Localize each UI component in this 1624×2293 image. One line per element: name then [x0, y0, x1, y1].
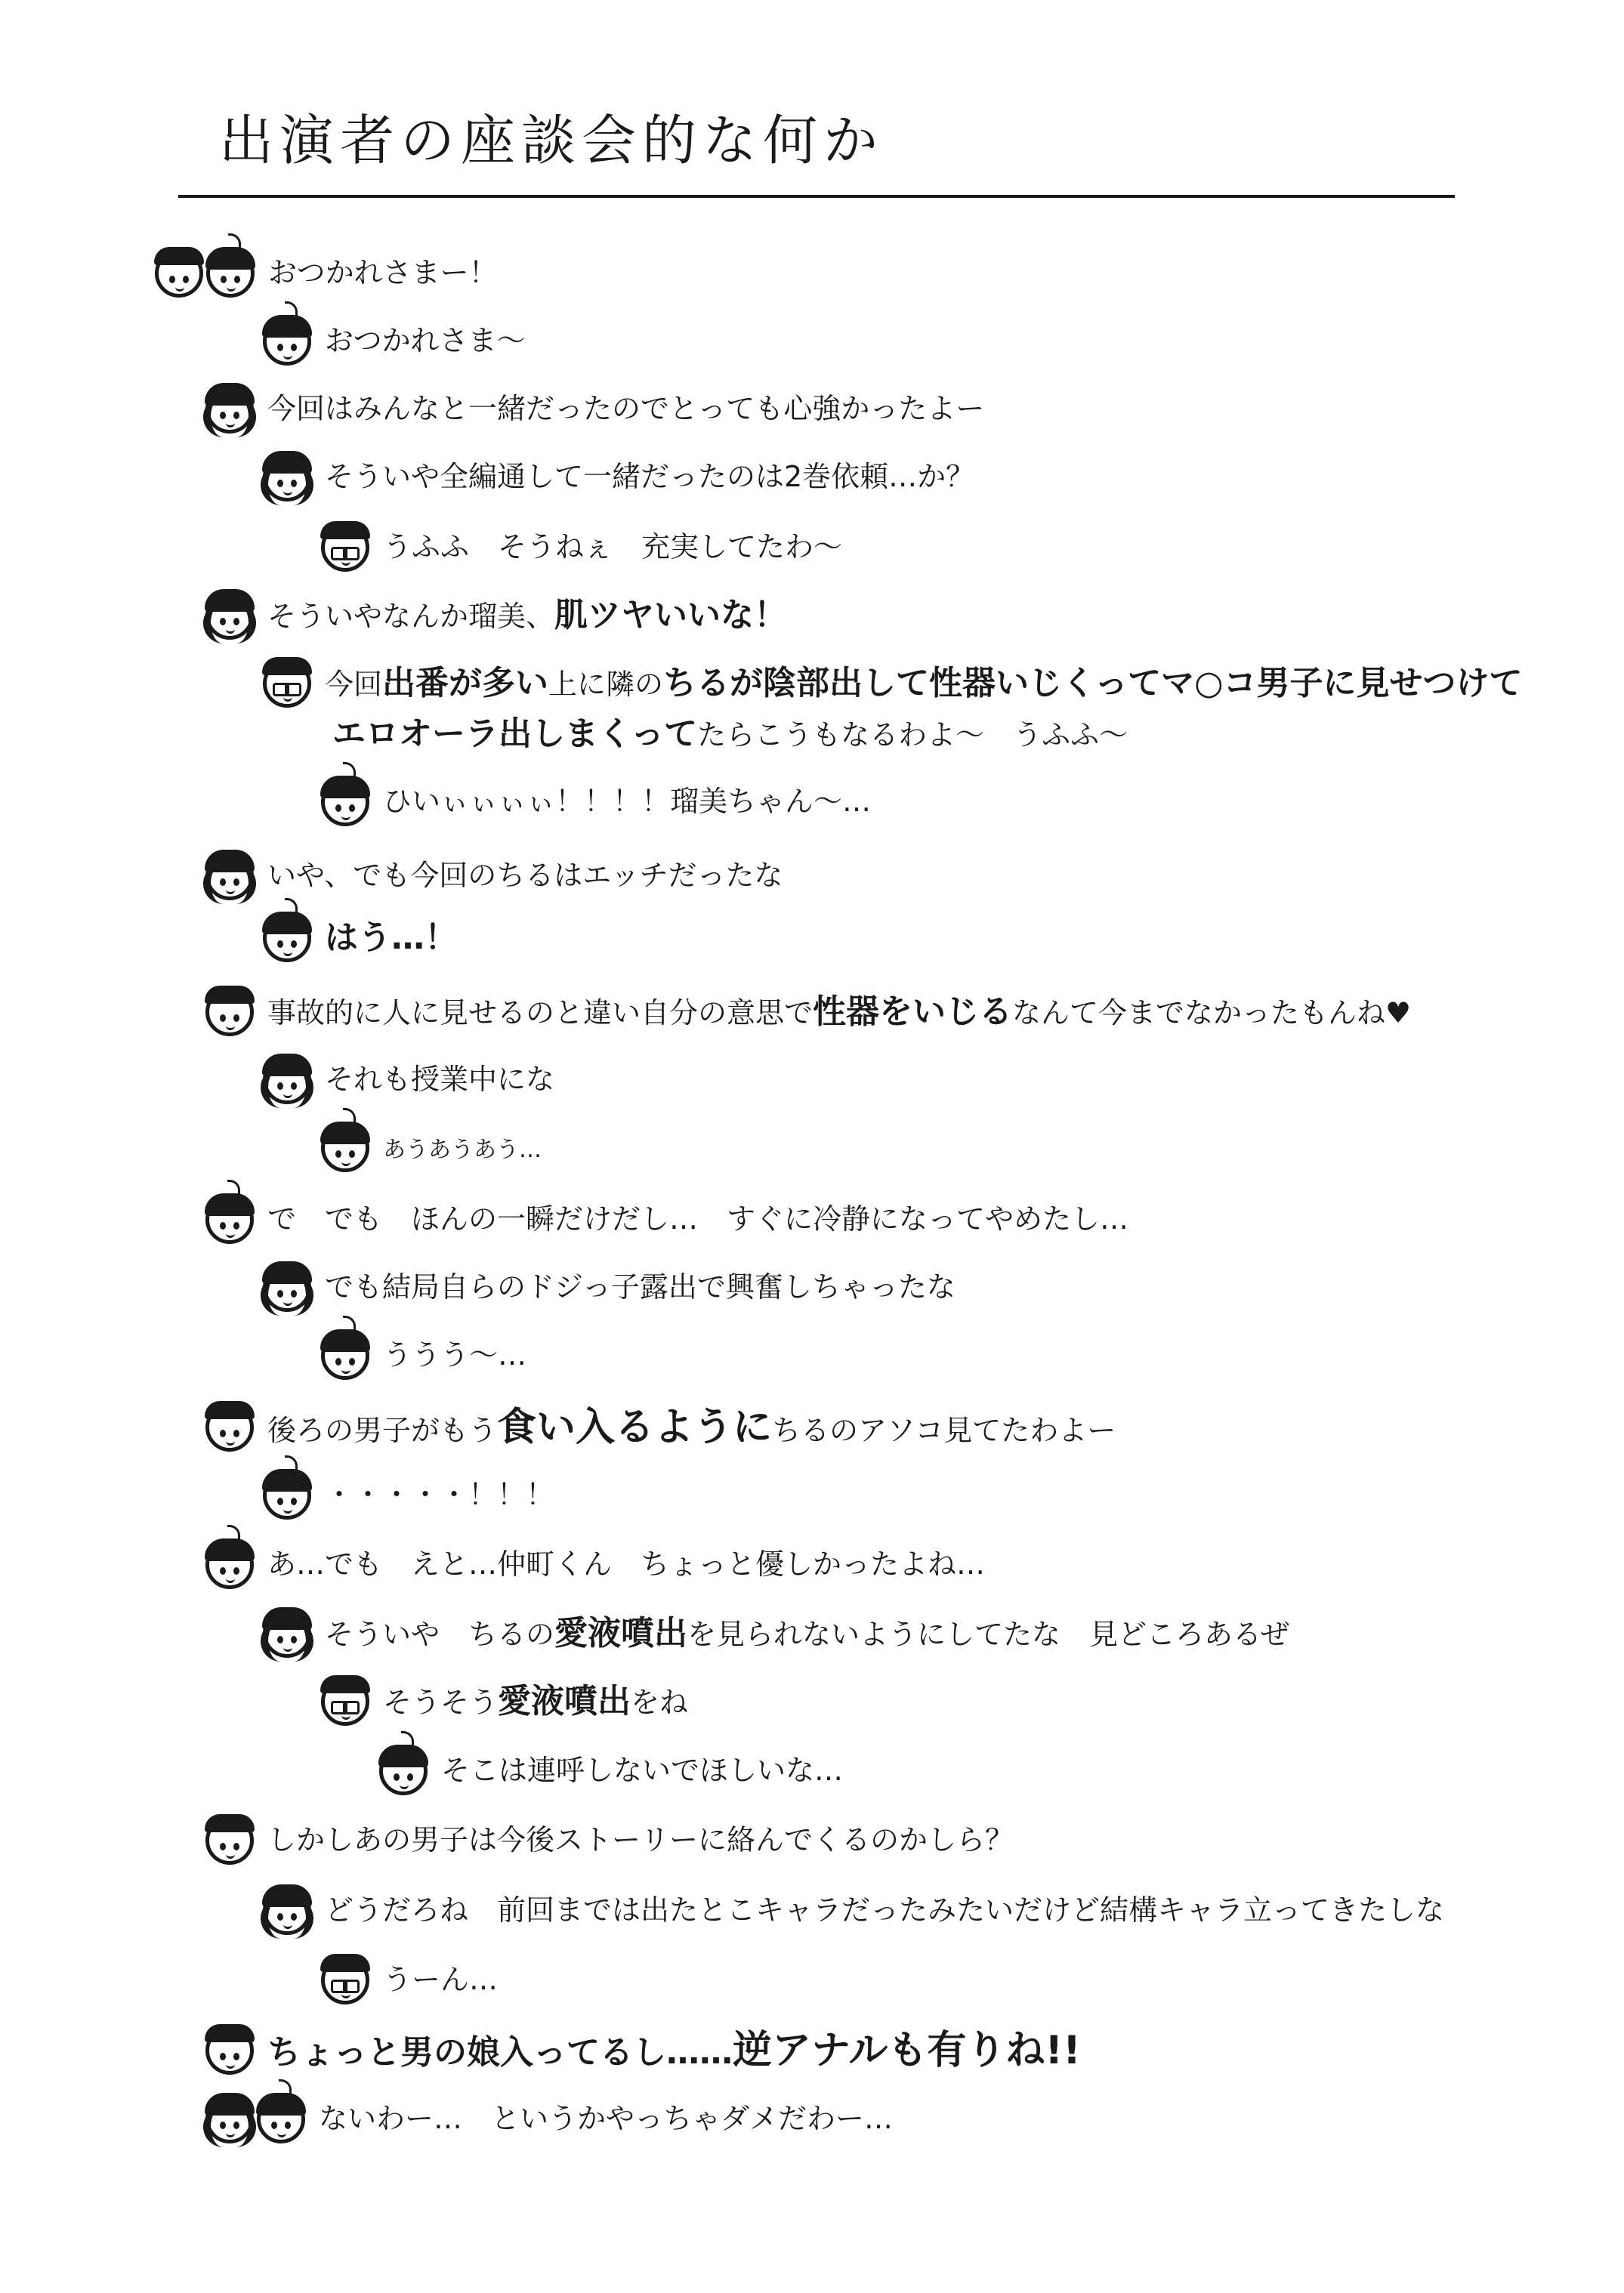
dialogue-text — [325, 324, 526, 359]
dialogue-text-part: そこは連呼しないでほしいな… — [441, 1754, 844, 1788]
dialogue-text — [325, 460, 974, 495]
dialogue-text-part: 性器をいじる — [813, 992, 1013, 1031]
chiru-face-icon — [257, 2095, 305, 2143]
speaker-icons — [205, 1541, 257, 1589]
dialogue-text — [383, 1131, 542, 1165]
rumi-face-icon — [263, 659, 311, 708]
dialogue-line — [205, 1393, 1116, 1461]
dialogue-text-part: あ…でも えと…仲町くん ちょっと優しかったよね… — [267, 1548, 986, 1582]
boy-face-icon — [263, 1887, 311, 1935]
speaker-icons — [321, 1124, 372, 1172]
dialogue-text-part: 食い入るように — [497, 1404, 773, 1450]
dialogue-line — [263, 443, 974, 511]
chiru-face-icon — [379, 1747, 428, 1795]
meganeko-face-icon — [205, 2026, 254, 2075]
speaker-icons — [205, 2026, 257, 2075]
dialogue-line — [321, 514, 842, 582]
dialogue-text — [267, 992, 1411, 1032]
dialogue-text — [325, 664, 1523, 704]
meganeko-face-icon — [155, 249, 203, 298]
speaker-icons — [205, 2095, 308, 2143]
speaker-icons — [263, 317, 314, 366]
dialogue-line — [332, 700, 1128, 768]
dialogue-line — [155, 239, 498, 307]
dialogue-text-part: 今回 — [325, 667, 383, 701]
chiru-face-icon — [263, 1471, 311, 1520]
boy-face-icon — [205, 591, 254, 640]
dialogue-text-part: そういやなんか瑠美、 — [267, 599, 555, 633]
speaker-icons — [205, 852, 257, 900]
dialogue-text — [383, 1338, 526, 1373]
speaker-icons — [321, 1956, 372, 2004]
speaker-icons — [205, 1816, 257, 1865]
speaker-icons — [263, 659, 314, 708]
dialogue-line — [263, 307, 526, 375]
dialogue-text — [332, 714, 1128, 755]
dialogue-text-part: おつかれさま～ — [325, 324, 526, 358]
speaker-icons — [263, 914, 314, 962]
speaker-icons — [205, 1403, 257, 1452]
chiru-face-icon — [263, 317, 311, 366]
speaker-icons — [321, 1677, 372, 1726]
dialogue-line — [263, 1461, 554, 1529]
dialogue-text-part: 逆アナルも有りね!! — [733, 2027, 1081, 2073]
speaker-icons — [321, 1332, 372, 1380]
dialogue-line — [263, 1600, 1289, 1668]
dialogue-text-part: 上に隣の — [548, 667, 664, 701]
dialogue-text — [325, 918, 458, 958]
chiru-face-icon — [263, 914, 311, 962]
page-title: 出演者の座談会的な何か — [219, 109, 885, 172]
chiru-face-icon — [321, 778, 369, 826]
dialogue-text — [267, 1404, 1116, 1451]
dialogue-text-part: ないわー… というかやっちゃダメだわー… — [319, 2102, 894, 2136]
dialogue-text-part: ちるのアソコ見てたわよー — [772, 1413, 1116, 1447]
dialogue-text-part: をね — [631, 1685, 689, 1719]
chiru-face-icon — [205, 1196, 254, 1244]
chiru-face-icon — [321, 1124, 369, 1172]
dialogue-text-part: 後ろの男子がもう — [267, 1413, 498, 1447]
dialogue-text-part: しかしあの男子は今後ストーリーに絡んでくるのかしら？ — [267, 1823, 1014, 1857]
speaker-icons — [205, 988, 257, 1036]
rumi-face-icon — [321, 1956, 369, 2004]
rumi-face-icon — [321, 1677, 369, 1726]
dialogue-text-part: ひいぃぃぃぃ！！！！瑠美ちゃん～… — [383, 785, 872, 819]
dialogue-line — [205, 582, 787, 650]
dialogue-line — [205, 1531, 985, 1599]
dialogue-line — [321, 1946, 498, 2014]
speaker-icons — [205, 1196, 257, 1244]
dialogue-text-part: ちるが陰部出して性器いじくってマ○コ男子に見せつけて — [663, 663, 1523, 702]
dialogue-text-part: どうだろね 前回までは出たとこキャラだったみたいだけど結構キャラ立ってきたしな — [325, 1893, 1445, 1927]
dialogue-line — [263, 1254, 956, 1322]
speaker-icons — [263, 1471, 314, 1520]
dialogue-text-part: そういや全編通して一緒だったのは2巻依頼…か？ — [325, 460, 975, 494]
dialogue-text-part: いや、でも今回のちるはエッチだったな — [267, 859, 783, 893]
speaker-icons — [321, 778, 372, 826]
dialogue-text-part: ちょっと男の娘入ってるし…… — [267, 2032, 733, 2072]
dialogue-text — [383, 1682, 688, 1722]
dialogue-text-part: うふふ そうねぇ 充実してたわ～ — [383, 530, 843, 564]
meganeko-face-icon — [205, 1403, 254, 1452]
dialogue-line — [263, 1877, 1444, 1945]
dialogue-line — [205, 978, 1411, 1046]
speaker-icons — [205, 591, 257, 640]
dialogue-text — [325, 1478, 554, 1513]
dialogue-text — [441, 1754, 843, 1788]
dialogue-text — [267, 859, 783, 893]
dialogue-text-part: そうそう — [383, 1685, 499, 1719]
boy-face-icon — [263, 1609, 311, 1658]
dialogue-text-part: あうあうあう… — [383, 1137, 542, 1164]
dialogue-text — [325, 1893, 1444, 1928]
dialogue-text-part: うーん… — [383, 1963, 499, 1997]
dialogue-text — [383, 1963, 498, 1998]
speaker-icons — [263, 1056, 314, 1104]
dialogue-text-part: で でも ほんの一瞬だけだし… すぐに冷静になってやめたし… — [267, 1202, 1129, 1236]
dialogue-line — [205, 2017, 1081, 2085]
dialogue-text — [325, 1614, 1289, 1654]
dialogue-text-part: おつかれさまー！ — [268, 256, 498, 290]
dialogue-text-part: そういや ちるの — [325, 1617, 555, 1651]
dialogue-text-part: たらこうもなるわよ～ うふふ～ — [697, 718, 1128, 751]
dialogue-text-part: 愛液噴出 — [498, 1681, 631, 1721]
dialogue-text-part: はう…！ — [325, 918, 458, 957]
boy-face-icon — [263, 1264, 311, 1312]
dialogue-text — [267, 596, 787, 636]
speaker-icons — [379, 1747, 431, 1795]
dialogue-text — [325, 1063, 554, 1097]
dialogue-text-part: を見られないようにしてたな 見どころあるぜ — [687, 1617, 1289, 1651]
boy-face-icon — [263, 453, 311, 501]
dialogue-text — [383, 785, 871, 819]
boy-face-icon — [263, 1056, 311, 1104]
dialogue-line — [205, 1807, 1014, 1875]
speaker-icons — [155, 249, 258, 298]
dialogue-line — [205, 2085, 893, 2153]
dialogue-text — [268, 256, 498, 291]
dialogue-text — [267, 1823, 1014, 1858]
dialogue-text-part: 肌ツヤいいな！ — [554, 595, 788, 634]
chiru-face-icon — [321, 1332, 369, 1380]
speaker-icons — [321, 523, 372, 572]
speaker-icons — [263, 1609, 314, 1658]
rumi-face-icon — [321, 523, 369, 572]
dialogue-text — [383, 530, 842, 565]
dialogue-text-part: 今回はみんなと一緒だったのでとっても心強かったよー — [267, 392, 985, 426]
dialogue-line — [321, 768, 871, 836]
dialogue-text-part: それも授業中にな — [325, 1063, 555, 1097]
dialogue-line — [321, 1114, 542, 1182]
speaker-icons — [263, 453, 314, 501]
chiru-face-icon — [205, 1541, 254, 1589]
dialogue-line — [205, 1186, 1128, 1254]
meganeko-face-icon — [205, 988, 254, 1036]
dialogue-line — [263, 1046, 554, 1114]
dialogue-text — [267, 392, 984, 427]
dialogue-text-part: なんて今までなかったもんね♥ — [1012, 995, 1412, 1029]
boy-face-icon — [205, 2095, 254, 2143]
speaker-icons — [205, 385, 257, 434]
speaker-icons — [263, 1264, 314, 1312]
dialogue-text-part: ・・・・・！！！ — [325, 1478, 555, 1512]
dialogue-text-part: 事故的に人に見せるのと違い自分の意思で — [267, 995, 814, 1029]
dialogue-line — [263, 904, 458, 972]
dialogue-text — [325, 1270, 956, 1305]
dialogue-line — [321, 1322, 526, 1390]
dialogue-text — [267, 1548, 985, 1582]
dialogue-line — [205, 375, 984, 443]
dialogue-text — [267, 1202, 1128, 1237]
dialogue-line — [379, 1737, 843, 1805]
dialogue-text-part: でも結局自らのドジっ子露出で興奮しちゃったな — [325, 1270, 956, 1304]
dialogue-text-part: 愛液噴出 — [554, 1613, 688, 1653]
boy-face-icon — [205, 852, 254, 900]
dialogue-text-part: エロオーラ出しまくって — [332, 714, 698, 753]
dialogue-line — [321, 1668, 688, 1736]
dialogue-text-part: ううう～… — [383, 1338, 527, 1372]
meganeko-face-icon — [205, 1816, 254, 1865]
friend-face-icon — [205, 385, 254, 434]
dialogue-text-part: 出番が多い — [382, 663, 549, 702]
dialogue-text — [267, 2027, 1081, 2074]
speaker-icons — [263, 1887, 314, 1935]
dialogue-text — [319, 2102, 893, 2137]
chiru-face-icon — [206, 249, 255, 298]
